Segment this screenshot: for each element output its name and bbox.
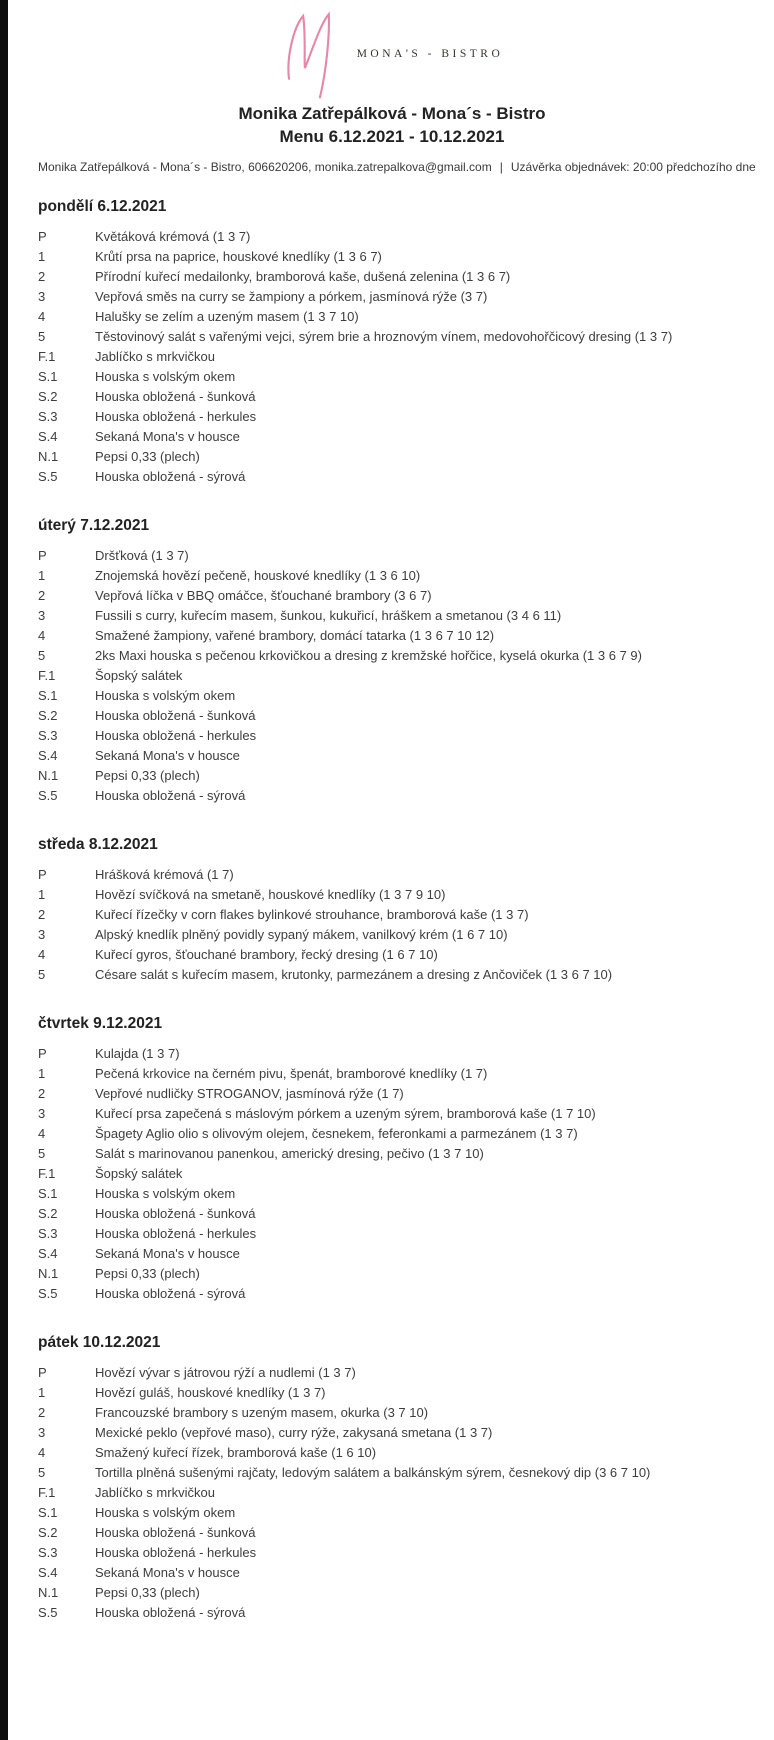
menu-item-row (38, 1523, 746, 1543)
menu-item-row (38, 686, 746, 706)
item-code: 3 (38, 927, 46, 942)
menu-item-row (38, 786, 746, 806)
item-code: 2 (38, 907, 46, 922)
item-text: Vepřové nudličky STROGANOV, jasmínová rýže (1 7) (95, 1086, 404, 1101)
item-code: 3 (38, 1106, 46, 1121)
menu-item-row (38, 447, 746, 467)
menu-item-row (38, 885, 746, 905)
item-text: Šopský salátek (95, 668, 183, 683)
order-deadline: Uzávěrka objednávek: 20:00 předchozího dne (510, 160, 756, 174)
item-text: Vepřová líčka v BBQ omáčce, šťouchané brambory (3 6 7) (95, 588, 432, 603)
item-code: 2 (38, 269, 46, 284)
item-code: 5 (38, 329, 46, 344)
menu-item-row (38, 1084, 746, 1104)
menu-item-row (38, 247, 746, 267)
item-text: Dršťková (1 3 7) (95, 548, 189, 563)
item-code: P (38, 229, 47, 244)
item-code: S.2 (38, 1525, 58, 1540)
menu-item-row (38, 1383, 746, 1403)
item-code: P (38, 1365, 47, 1380)
item-text: Fussili s curry, kuřecím masem, šunkou, kukuřicí, hráškem a smetanou (3 4 6 11) (95, 608, 562, 623)
item-text: Houska obložená - sýrová (95, 1286, 246, 1301)
menu-item-row (38, 287, 746, 307)
menu-item-row (38, 746, 746, 766)
menu-item-row (38, 1124, 746, 1144)
item-text: Kuřecí gyros, šťouchané brambory, řecký dresing (1 6 7 10) (95, 947, 438, 962)
item-code: S.3 (38, 728, 58, 743)
item-code: N.1 (38, 1266, 59, 1281)
menu-item-row (38, 626, 746, 646)
title-line-1: Monika Zatřepálková - Mona´s - Bistro (238, 104, 546, 123)
item-code: 2 (38, 588, 46, 603)
menu-item-row (38, 1563, 746, 1583)
menu-item-row (38, 307, 746, 327)
day-section (38, 1015, 746, 1304)
item-text: 2ks Maxi houska s pečenou krkovičkou a dresing z kremžské hořčice, kyselá okurka (1 3 6 7 9) (95, 648, 642, 663)
item-text: Přírodní kuřecí medailonky, bramborová kaše, dušená zelenina (1 3 6 7) (95, 269, 511, 284)
item-text: Houska obložená - šunková (95, 1525, 256, 1540)
menu-item-row (38, 407, 746, 427)
menu-item-row (38, 1104, 746, 1124)
menu-item-row (38, 965, 746, 985)
item-text: Pepsi 0,33 (plech) (95, 1266, 200, 1281)
menu-item-row (38, 1044, 746, 1064)
menu-item-row (38, 945, 746, 965)
item-text: Pepsi 0,33 (plech) (95, 1585, 200, 1600)
item-code: S.5 (38, 469, 58, 484)
day-section (38, 1334, 746, 1623)
item-code: S.4 (38, 1565, 58, 1580)
day-section (38, 198, 746, 487)
menu-item-row (38, 347, 746, 367)
item-text: Houska obložená - šunková (95, 389, 256, 404)
item-text: Césare salát s kuřecím masem, krutonky, parmezánem a dresing z Ančoviček (1 3 6 7 10) (95, 967, 613, 982)
item-code: 4 (38, 628, 46, 643)
menu-item-row (38, 1603, 746, 1623)
item-code: S.1 (38, 1505, 58, 1520)
item-code: S.3 (38, 1226, 58, 1241)
item-text: Houska obložená - herkules (95, 728, 257, 743)
menu-item-row (38, 1284, 746, 1304)
item-text: Francouzské brambory s uzeným masem, okurka (3 7 10) (95, 1405, 429, 1420)
item-text: Špagety Aglio olio s olivovým olejem, česnekem, feferonkami a parmezánem (1 3 7) (95, 1126, 578, 1141)
item-text: Houska obložená - herkules (95, 409, 257, 424)
menu-item-row (38, 227, 746, 247)
item-code: 5 (38, 1465, 46, 1480)
menu-item-row (38, 1204, 746, 1224)
item-text: Hovězí guláš, houskové knedlíky (1 3 7) (95, 1385, 326, 1400)
item-code: 2 (38, 1405, 46, 1420)
item-text: Houska s volským okem (95, 1505, 236, 1520)
item-text: Houska obložená - šunková (95, 1206, 256, 1221)
item-text: Kuřecí prsa zapečená s máslovým pórkem a uzeným sýrem, bramborová kaše (1 7 10) (95, 1106, 596, 1121)
menu-item-row (38, 1543, 746, 1563)
menu-item-row (38, 586, 746, 606)
item-code: P (38, 548, 47, 563)
item-code: 4 (38, 1445, 46, 1460)
item-text: Salát s marinovanou panenkou, americký dresing, pečivo (1 3 7 10) (95, 1146, 484, 1161)
contact-line (38, 160, 756, 174)
item-code: 1 (38, 1385, 46, 1400)
item-text: Pepsi 0,33 (plech) (95, 768, 200, 783)
item-code: S.2 (38, 1206, 58, 1221)
menu-item-row (38, 1363, 746, 1383)
item-text: Houska obložená - herkules (95, 1545, 257, 1560)
item-code: S.2 (38, 708, 58, 723)
item-text: Smažený kuřecí řízek, bramborová kaše (1 6 10) (95, 1445, 377, 1460)
item-code: F.1 (38, 349, 56, 364)
item-text: Vepřová směs na curry se žampiony a pórkem, jasmínová rýže (3 7) (95, 289, 488, 304)
item-code: P (38, 1046, 47, 1061)
menu-sections (38, 198, 746, 1623)
item-text: Kulajda (1 3 7) (95, 1046, 180, 1061)
item-code: F.1 (38, 668, 56, 683)
menu-item-row (38, 1244, 746, 1264)
left-edge-bar (0, 0, 8, 1740)
item-code: 3 (38, 1425, 46, 1440)
item-text: Pečená krkovice na černém pivu, špenát, bramborové knedlíky (1 7) (95, 1066, 488, 1081)
menu-item-row (38, 1224, 746, 1244)
menu-item-row (38, 1583, 746, 1603)
item-text: Těstovinový salát s vařenými vejci, sýrem brie a hroznovým vínem, medovohořčicový dresing (1 3 7) (95, 329, 673, 344)
item-code: S.3 (38, 1545, 58, 1560)
item-text: Sekaná Mona's v housce (95, 1246, 240, 1261)
item-text: Znojemská hovězí pečeně, houskové knedlíky (1 3 6 10) (95, 568, 421, 583)
day-section (38, 836, 746, 985)
item-text: Sekaná Mona's v housce (95, 1565, 240, 1580)
item-text: Houska s volským okem (95, 1186, 236, 1201)
day-section (38, 517, 746, 806)
item-code: 3 (38, 608, 46, 623)
item-text: Houska obložená - sýrová (95, 788, 246, 803)
item-code: N.1 (38, 1585, 59, 1600)
logo (38, 8, 746, 100)
item-text: Květáková krémová (1 3 7) (95, 229, 251, 244)
day-heading: pondělí 6.12.2021 (38, 198, 167, 215)
menu-item-row (38, 865, 746, 885)
item-text: Houska obložená - herkules (95, 1226, 257, 1241)
item-code: F.1 (38, 1485, 56, 1500)
menu-item-row (38, 666, 746, 686)
item-code: S.3 (38, 409, 58, 424)
item-code: S.4 (38, 748, 58, 763)
item-code: 3 (38, 289, 46, 304)
item-text: Tortilla plněná sušenými rajčaty, ledovým salátem a balkánským sýrem, česnekový dip (3 6 7 10) (95, 1465, 651, 1480)
item-code: S.2 (38, 389, 58, 404)
menu-item-row (38, 1184, 746, 1204)
day-heading: čtvrtek 9.12.2021 (38, 1015, 163, 1032)
item-text: Pepsi 0,33 (plech) (95, 449, 200, 464)
item-code: S.4 (38, 429, 58, 444)
menu-item-row (38, 367, 746, 387)
day-heading: úterý 7.12.2021 (38, 517, 150, 534)
item-code: 5 (38, 1146, 46, 1161)
item-code: N.1 (38, 768, 59, 783)
item-code: S.4 (38, 1246, 58, 1261)
item-text: Hovězí vývar s játrovou rýží a nudlemi (1 3 7) (95, 1365, 356, 1380)
day-heading: pátek 10.12.2021 (38, 1334, 161, 1351)
menu-item-row (38, 646, 746, 666)
item-text: Sekaná Mona's v housce (95, 748, 240, 763)
item-code: 1 (38, 887, 46, 902)
menu-item-row (38, 1463, 746, 1483)
item-code: 5 (38, 648, 46, 663)
menu-item-row (38, 766, 746, 786)
menu-item-row (38, 427, 746, 447)
item-code: S.1 (38, 1186, 58, 1201)
logo-m-icon (281, 8, 343, 100)
item-code: 4 (38, 1126, 46, 1141)
item-code: 5 (38, 967, 46, 982)
menu-item-row (38, 726, 746, 746)
document-header (38, 8, 756, 174)
contact-info: Monika Zatřepálková - Mona´s - Bistro, 606620206, monika.zatrepalkova@gmail.com (38, 160, 492, 174)
menu-item-row (38, 925, 746, 945)
item-code: 1 (38, 249, 46, 264)
item-text: Houska obložená - sýrová (95, 1605, 246, 1620)
item-text: Kuřecí řízečky v corn flakes bylinkové strouhance, bramborová kaše (1 3 7) (95, 907, 529, 922)
menu-item-row (38, 606, 746, 626)
menu-item-row (38, 546, 746, 566)
menu-item-row (38, 1503, 746, 1523)
item-text: Hovězí svíčková na smetaně, houskové knedlíky (1 3 7 9 10) (95, 887, 446, 902)
item-text: Alpský knedlík plněný povidly sypaný mákem, vanilkový krém (1 6 7 10) (95, 927, 508, 942)
menu-item-row (38, 1423, 746, 1443)
menu-item-row (38, 1064, 746, 1084)
item-text: Houska s volským okem (95, 369, 236, 384)
menu-item-row (38, 267, 746, 287)
item-code: S.5 (38, 1605, 58, 1620)
item-code: S.1 (38, 369, 58, 384)
item-text: Houska obložená - šunková (95, 708, 256, 723)
item-text: Jablíčko s mrkvičkou (95, 1485, 215, 1500)
menu-item-row (38, 566, 746, 586)
item-text: Mexické peklo (vepřové maso), curry rýže, zakysaná smetana (1 3 7) (95, 1425, 493, 1440)
contact-separator: | (499, 160, 503, 174)
item-code: P (38, 867, 47, 882)
menu-item-row (38, 1483, 746, 1503)
menu-item-row (38, 387, 746, 407)
menu-item-row (38, 706, 746, 726)
day-heading: středa 8.12.2021 (38, 836, 158, 853)
item-text: Jablíčko s mrkvičkou (95, 349, 215, 364)
item-code: 4 (38, 309, 46, 324)
item-code: S.5 (38, 1286, 58, 1301)
item-text: Houska obložená - sýrová (95, 469, 246, 484)
menu-item-row (38, 1144, 746, 1164)
item-code: 1 (38, 568, 46, 583)
item-code: 1 (38, 1066, 46, 1081)
item-text: Sekaná Mona's v housce (95, 429, 240, 444)
item-text: Krůtí prsa na paprice, houskové knedlíky (1 3 6 7) (95, 249, 382, 264)
title-line-2: Menu 6.12.2021 - 10.12.2021 (279, 127, 505, 146)
item-code: N.1 (38, 449, 59, 464)
item-text: Šopský salátek (95, 1166, 183, 1181)
item-code: 2 (38, 1086, 46, 1101)
item-code: S.5 (38, 788, 58, 803)
item-code: 4 (38, 947, 46, 962)
menu-item-row (38, 1164, 746, 1184)
brand-name: MONA'S - BISTRO (356, 48, 504, 60)
menu-item-row (38, 467, 746, 487)
menu-item-row (38, 1403, 746, 1423)
item-text: Halušky se zelím a uzeným masem (1 3 7 10) (95, 309, 359, 324)
item-text: Smažené žampiony, vařené brambory, domácí tatarka (1 3 6 7 10 12) (95, 628, 495, 643)
item-code: F.1 (38, 1166, 56, 1181)
menu-item-row (38, 327, 746, 347)
menu-item-row (38, 1443, 746, 1463)
page-title (38, 102, 746, 148)
item-code: S.1 (38, 688, 58, 703)
item-text: Hrášková krémová (1 7) (95, 867, 234, 882)
item-text: Houska s volským okem (95, 688, 236, 703)
menu-item-row (38, 905, 746, 925)
menu-item-row (38, 1264, 746, 1284)
